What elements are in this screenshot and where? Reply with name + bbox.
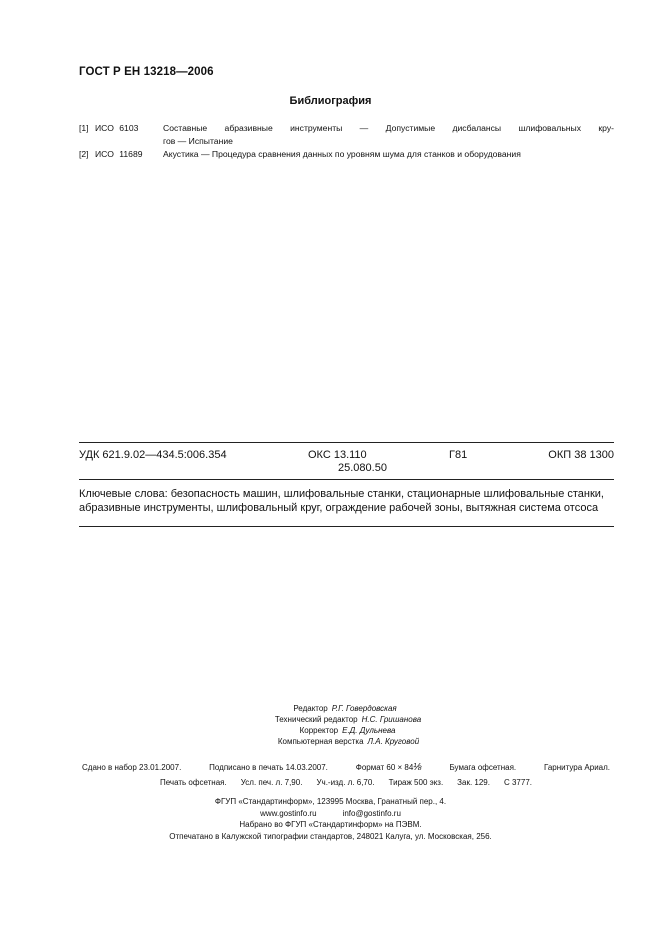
divider-bottom (79, 526, 614, 527)
print-type: Печать офсетная. (160, 778, 227, 787)
format-fraction: ⅛ (413, 762, 422, 773)
paper-type: Бумага офсетная. (449, 763, 517, 772)
credit-editor (0, 703, 661, 714)
bibliography-item-number: [1] (79, 123, 89, 133)
publisher-email: info@gostinfo.ru (342, 808, 401, 818)
format (356, 760, 422, 775)
oks-code (308, 449, 387, 475)
print-info-line2 (82, 775, 610, 790)
bibliography-item-text: Составные абразивные инструменты — Допустимые дисбалансы шлифовальных кру- (163, 123, 614, 133)
bibliography-list (79, 122, 614, 161)
udk-code: УДК 621.9.02—434.5:006.354 (79, 449, 227, 461)
publisher-website: www.gostinfo.ru (260, 808, 317, 818)
oks-code-line1: ОКС 13.110 (308, 449, 367, 461)
credit-tech-editor (0, 714, 661, 725)
order-number: Зак. 129. (457, 778, 490, 787)
print-run: Тираж 500 экз. (388, 778, 444, 787)
printing-note: Отпечатано в Калужской типографии стандартов, 248021 Калуга, ул. Московская, 256. (169, 831, 492, 841)
bibliography-item-continuation (79, 135, 614, 148)
print-code: С 3777. (503, 778, 532, 787)
divider-middle (79, 479, 614, 480)
credit-role: Редактор (293, 704, 328, 713)
credit-role: Компьютерная верстка (277, 737, 364, 746)
font-type: Гарнитура Ариал. (543, 763, 610, 772)
print-info-line1 (82, 760, 610, 775)
bibliography-item (79, 122, 614, 135)
bibliography-item-number: [2] (79, 149, 89, 159)
keywords (79, 488, 619, 515)
bibliography-item (79, 148, 614, 161)
publisher-address: ФГУП «Стандартинформ», 123995 Москва, Гранатный пер., 4. (214, 797, 447, 806)
bibliography-item-text: Акустика — Процедура сравнения данных по уровням шума для станков и оборудования (163, 149, 521, 159)
credit-role: Технический редактор (274, 715, 358, 724)
credit-role: Корректор (299, 726, 339, 735)
credit-proofreader (0, 725, 661, 736)
keywords-line1: Ключевые слова: безопасность машин, шлифовальные станки, стационарные шлифовальные станки, (79, 488, 604, 500)
credits-block (0, 703, 661, 747)
okp-code: ОКП 38 1300 (548, 449, 614, 461)
bibliography-title: Библиография (289, 95, 372, 107)
bibliography-item-text-cont: гов — Испытание (163, 136, 233, 146)
publishing-sheets: Уч.-изд. л. 6,70. (316, 778, 375, 787)
publisher-block (0, 796, 661, 842)
standard-number: ГОСТ Р ЕН 13218—2006 (79, 66, 214, 78)
credit-name: Р.Г. Говердовская (331, 704, 397, 713)
oks-code-line2: 25.080.50 (338, 462, 387, 474)
signed-date: Подписано в печать 14.03.2007. (209, 763, 328, 772)
print-info (82, 760, 610, 790)
credit-name: Л.А. Круговой (367, 737, 420, 746)
printed-sheets: Усл. печ. л. 7,90. (240, 778, 303, 787)
credit-name: Е.Д. Дульнева (342, 726, 396, 735)
bibliography-item-code: ИСО 11689 (95, 149, 143, 159)
keywords-line2: абразивные инструменты, шлифовальный круг, ограждение рабочей зоны, вытяжная система отсоса (79, 501, 599, 514)
credit-layout (0, 736, 661, 747)
divider-top (79, 442, 614, 443)
typeset-note: Набрано во ФГУП «Стандартинформ» на ПЭВМ. (239, 820, 422, 829)
format-value: Формат 60 × 84 (355, 763, 414, 772)
bibliography-item-code: ИСО 6103 (95, 123, 139, 133)
publisher-contacts (0, 808, 661, 820)
credit-name: Н.С. Гришанова (361, 715, 422, 724)
group-code: Г81 (449, 449, 468, 461)
typeset-date: Сдано в набор 23.01.2007. (82, 763, 182, 772)
